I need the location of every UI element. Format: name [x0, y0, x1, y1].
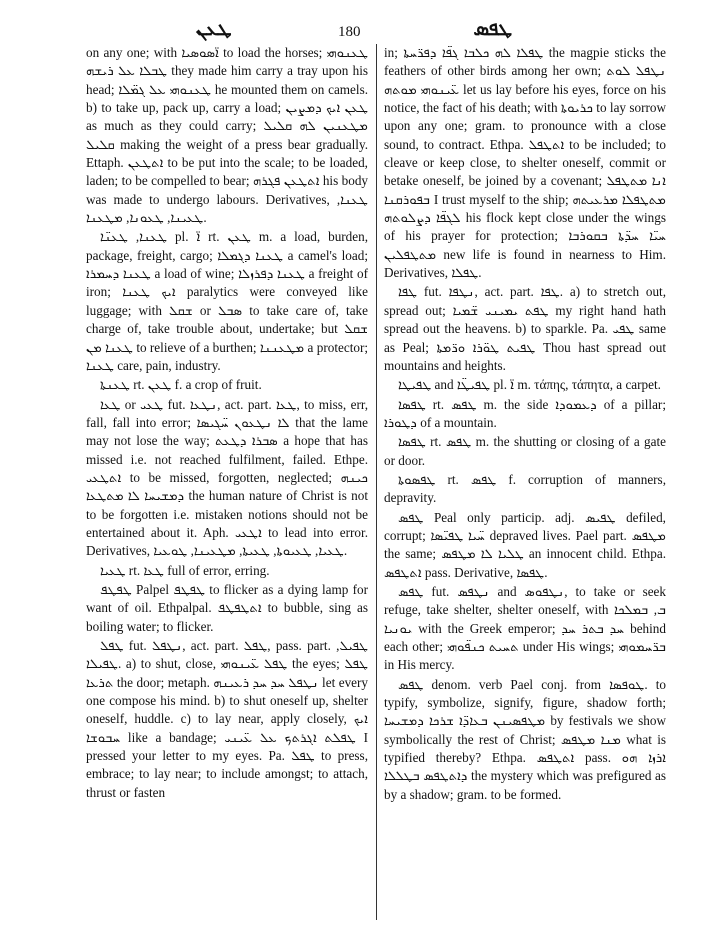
entry-paragraph: ܛܦܣ denom. verb Pael conj. from ܛܘܦܣܐ. to typify, symbolize, signify, figure, shadow forth; ܡܛܦܣܝܢܢ ܒܥܐܕ̈ܐ ܫܪܟܐ ܕܡܫܝܚܐ by festivals we show symbolically the rest of Christ; ܡܢܐ ܡܛܦܣ what is typified thereby? Ethpa. ܐܬܛܦܣ pass. ܐܪܙܐ ܗܘ ܕܐܬܛܦܣ ܒܛܠܠܐ the mystery which was prefigured as by a shadow; gram. to be formed. — [384, 676, 667, 802]
entry-paragraph: ܛܦܐ fut. ܢܛܦܐ, act. part. ܛܦܐ. a) to stretch out, spread out; ܛܦܬ ܝܡܝܢܝ ܫ̈ܡܝܐ my right hand hath spread out the heavens. b) to sparkle. Pa. ܛܦܝ same as Peal; ܛܦܝܬ ܛܘ̈ܪܐ ܘܪ̈ܡܬܐ Thou hast spread out mountains and heights. — [384, 284, 667, 373]
entry-paragraph: ܛܦܝܛܐ and ܛܦܝܛ̈ܐ pl. ܐ̈ m. τάπης, τάπητα, a carpet. — [398, 377, 661, 393]
entry-paragraph: ܛܦܣܘܬܐ rt. ܛܦܣ f. corruption of manners, depravity. — [384, 471, 666, 506]
page-number: 180 — [338, 24, 361, 40]
entry-paragraph: ܛܦܣ fut. ܢܛܦܣ and ܢܛܦܘܣ, to take or seek refuge, take shelter, shelter oneself, with ܒ, ܒܡܠܟܐ ܝܘܢܝܐ with the Greek emperor; ܚܕ ܒܬܪ ܚܕ behind each other; ܬܚܝܬ ܟܢܦ̈ܘܗܝ under His wings; ܒܪ̈ܚܡܘܗܝ in His mercy. — [384, 583, 667, 673]
entry-paragraph: ܛܦܣ Peal only particip. adj. ܛܦܝܣ defiled, corrupt; ܚ̈ܝܐ ܛܦܝ̈ܣܐ depraved lives. Pael part. ܡܛܦܣ the same; ܛܠܝܐ ܠܐ ܡܛܦܣ an innocent child. Ethpa. ܐܬܛܦܣ pass. Derivative, ܛܦܣܐ. — [384, 509, 666, 580]
entry-paragraph: ܛܥܐ or ܛܥܝ fut. ܢܛܥܐ, act. part. ܛܥܐ, to miss, err, fall, fall into error; ܠܐ ܢܛܥܘܢ ܚ̈ܓܝܣܐ that the lame may not lose the way; ܣܒܪܐ ܕܛܥܬ a hope that has missed i.e. not reached fulfilment, failed. Ethpe. ܐܬܛܥܝ to be missed, forgotten, neglected; ܟܝܢܗ ܕܡܫܝܚܐ ܠܐ ܡܬܛܥܐ the human nature of Christ is not to be forgotten i.e. mistaken notions should not be entertained about it. Aph. ܐܛܥܝ to lead into error. Derivatives, ܛܥܝܐ, ܛܥܝܘܬܐ, ܛܥܝܬܐ, ܡܛܥܝܢܐ, ܛܘܥܝܐ. — [86, 396, 368, 559]
entry-paragraph: ܛܥܢܬܐ rt. ܛܥܢ f. a crop of fruit. — [100, 377, 262, 393]
left-column — [86, 44, 368, 802]
entry-paragraph: in; ܛܦܠܐ ܠܗ ܟܠܒܐ ܓܦ̈ܐ ܕܦܪ̈ܚܬܐ the magpie sticks the feathers of other birds among her own; ܢܛܦܠ ܠܘܬ ܥ̈ܝܢܘܗܝ ܡܘܬܗ let us lay before his eyes, force on his notice, the fact of his death; with ܟܪܝܘܬܐ to lay sorrow upon any one; gram. to pronounce with a close sound, to contract. Ethpa. ܐܬܛܦܠ to be included; to cleave or keep close, to shelter oneself, commit or betake oneself, be joined by a covenant; ܐܢܐ ܡܬܛܦܠ ܒܦܘܪܩܢܐ I trust myself to the ship; ܡܬܛܦܠܐ ܡܪܥܝܬܗ ܠܓܦ̈ܐ ܕܨܠܘܬܗ his flock kept close under the wings of his prayer for protection; ܚܝ̈ܐ ܚܕ̈ܬܐ ܒܩܘܪܒܐ ܡܬܛܦܠܝܢ new life is found in nearness to Him. Derivatives, ܛܦܠܐ. — [384, 45, 667, 281]
entry-paragraph: on any one; with ܐ̈ܣܘܣܝܐ to load the horses; ܛܥܢܘܗܝ ܛܒܠܐ ܥܠ ܪܝܫܗ they made him carry a tray upon his head; ܛܥܢܘܗܝ ܥܠ ܓܡ̈ܠܐ he mounted them on camels. b) to take up, pack up, carry a load; ܛܥܢ ܐܝܟ ܕܡܨܝܢ as much as they could carry; ܡܛܥܢܝܢ ܠܗ ܩܠܝܠ ܩܠܝܠ making the weight of a press bear gradually. Ettaph. ܐܬܛܥܢ to be put into the scale; to be loaded, laden; to be compelled to bear; ܐܬܛܥܢ ܦܓܪܗ his body was made to undergo labours. Derivatives, ܛܥܢܐ, ܛܥܝܢܐ, ܛܥܘܢܐ, ܡܛܥܢܐ. — [86, 45, 369, 226]
running-header — [0, 10, 704, 46]
entry-paragraph: ܛܦܛܦ Palpel ܛܦܛܦ to flicker as a dying lamp for want of oil. Ethpalpal. ܐܬܛܦܛܦ to bubble, sing as boiling water; to flicker. — [86, 581, 369, 634]
column-divider — [376, 44, 377, 920]
entry-paragraph: ܛܦܣܐ rt. ܛܦܣ m. the side ܕܥܡܘܕܐ of a pillar; ܕܛܘܪܐ of a mountain. — [384, 396, 666, 430]
right-guide-word: ܛܦܣ — [473, 16, 512, 40]
right-column — [384, 44, 666, 804]
entry-paragraph: ܛܥܝܐ rt. ܛܥܐ full of error, erring. — [100, 562, 270, 578]
entry-paragraph: ܛܥܢܐ, ܛܥܢ̈ܐ pl. ܐ̈ rt. ܛܥܢ m. a load, burden, package, freight, cargo; ܛܥܢܐ ܕܓܡܠܐ a camel's load; ܛܥܢܐ ܕܚܡܪܐ a load of wine; ܛܥܢܐ ܕܦܪܙܠܐ a freight of iron; ܐܝܟ ܛܥܢܐ paralytics were conveyed like luggage; with ܫܩܠ or ܣܒܠ to take care of, take charge of, take trouble about, undertake; but ܫܩܠ ܛܥܢܐ ܡܢ to relieve of a burthen; ܡܛܥܢܢܐ a protector; ܛܥܢܐ care, pain, industry. — [86, 229, 369, 373]
entry-paragraph: ܛܦܣܐ rt. ܛܦܣ m. the shutting or closing of a gate or door. — [384, 434, 666, 468]
entry-paragraph: ܛܦܠ fut. ܢܛܦܠ, act. part. ܛܦܠ, pass. part. ܛܦܝܠ, ܛܦܝܠܐ. a) to shut, close, ܛܦܠ ܥ̈ܝܢܘܗܝ the eyes; ܛܦܠ ܬܪܥܐ the door; metaph. ܢܛܦܠ ܚܕ ܚܕ ܪܥܝܢܗ let every one compose his mind. b) to shut oneself up, shelter oneself, huddle. c) to lay near, apply closely, ܐܝܟ ܚܒܘܫܐ like a bandage; ܛܦܠܬ ܐܓܪܬܟ ܥܠ ܥ̈ܝܢܝ I pressed your letter to my eyes. Pa. ܛܦܠ to press, embrace; to lay near; to include amongst; to attach, thrust or fasten — [86, 638, 369, 800]
left-guide-word: ܛܥܢ — [196, 16, 232, 40]
